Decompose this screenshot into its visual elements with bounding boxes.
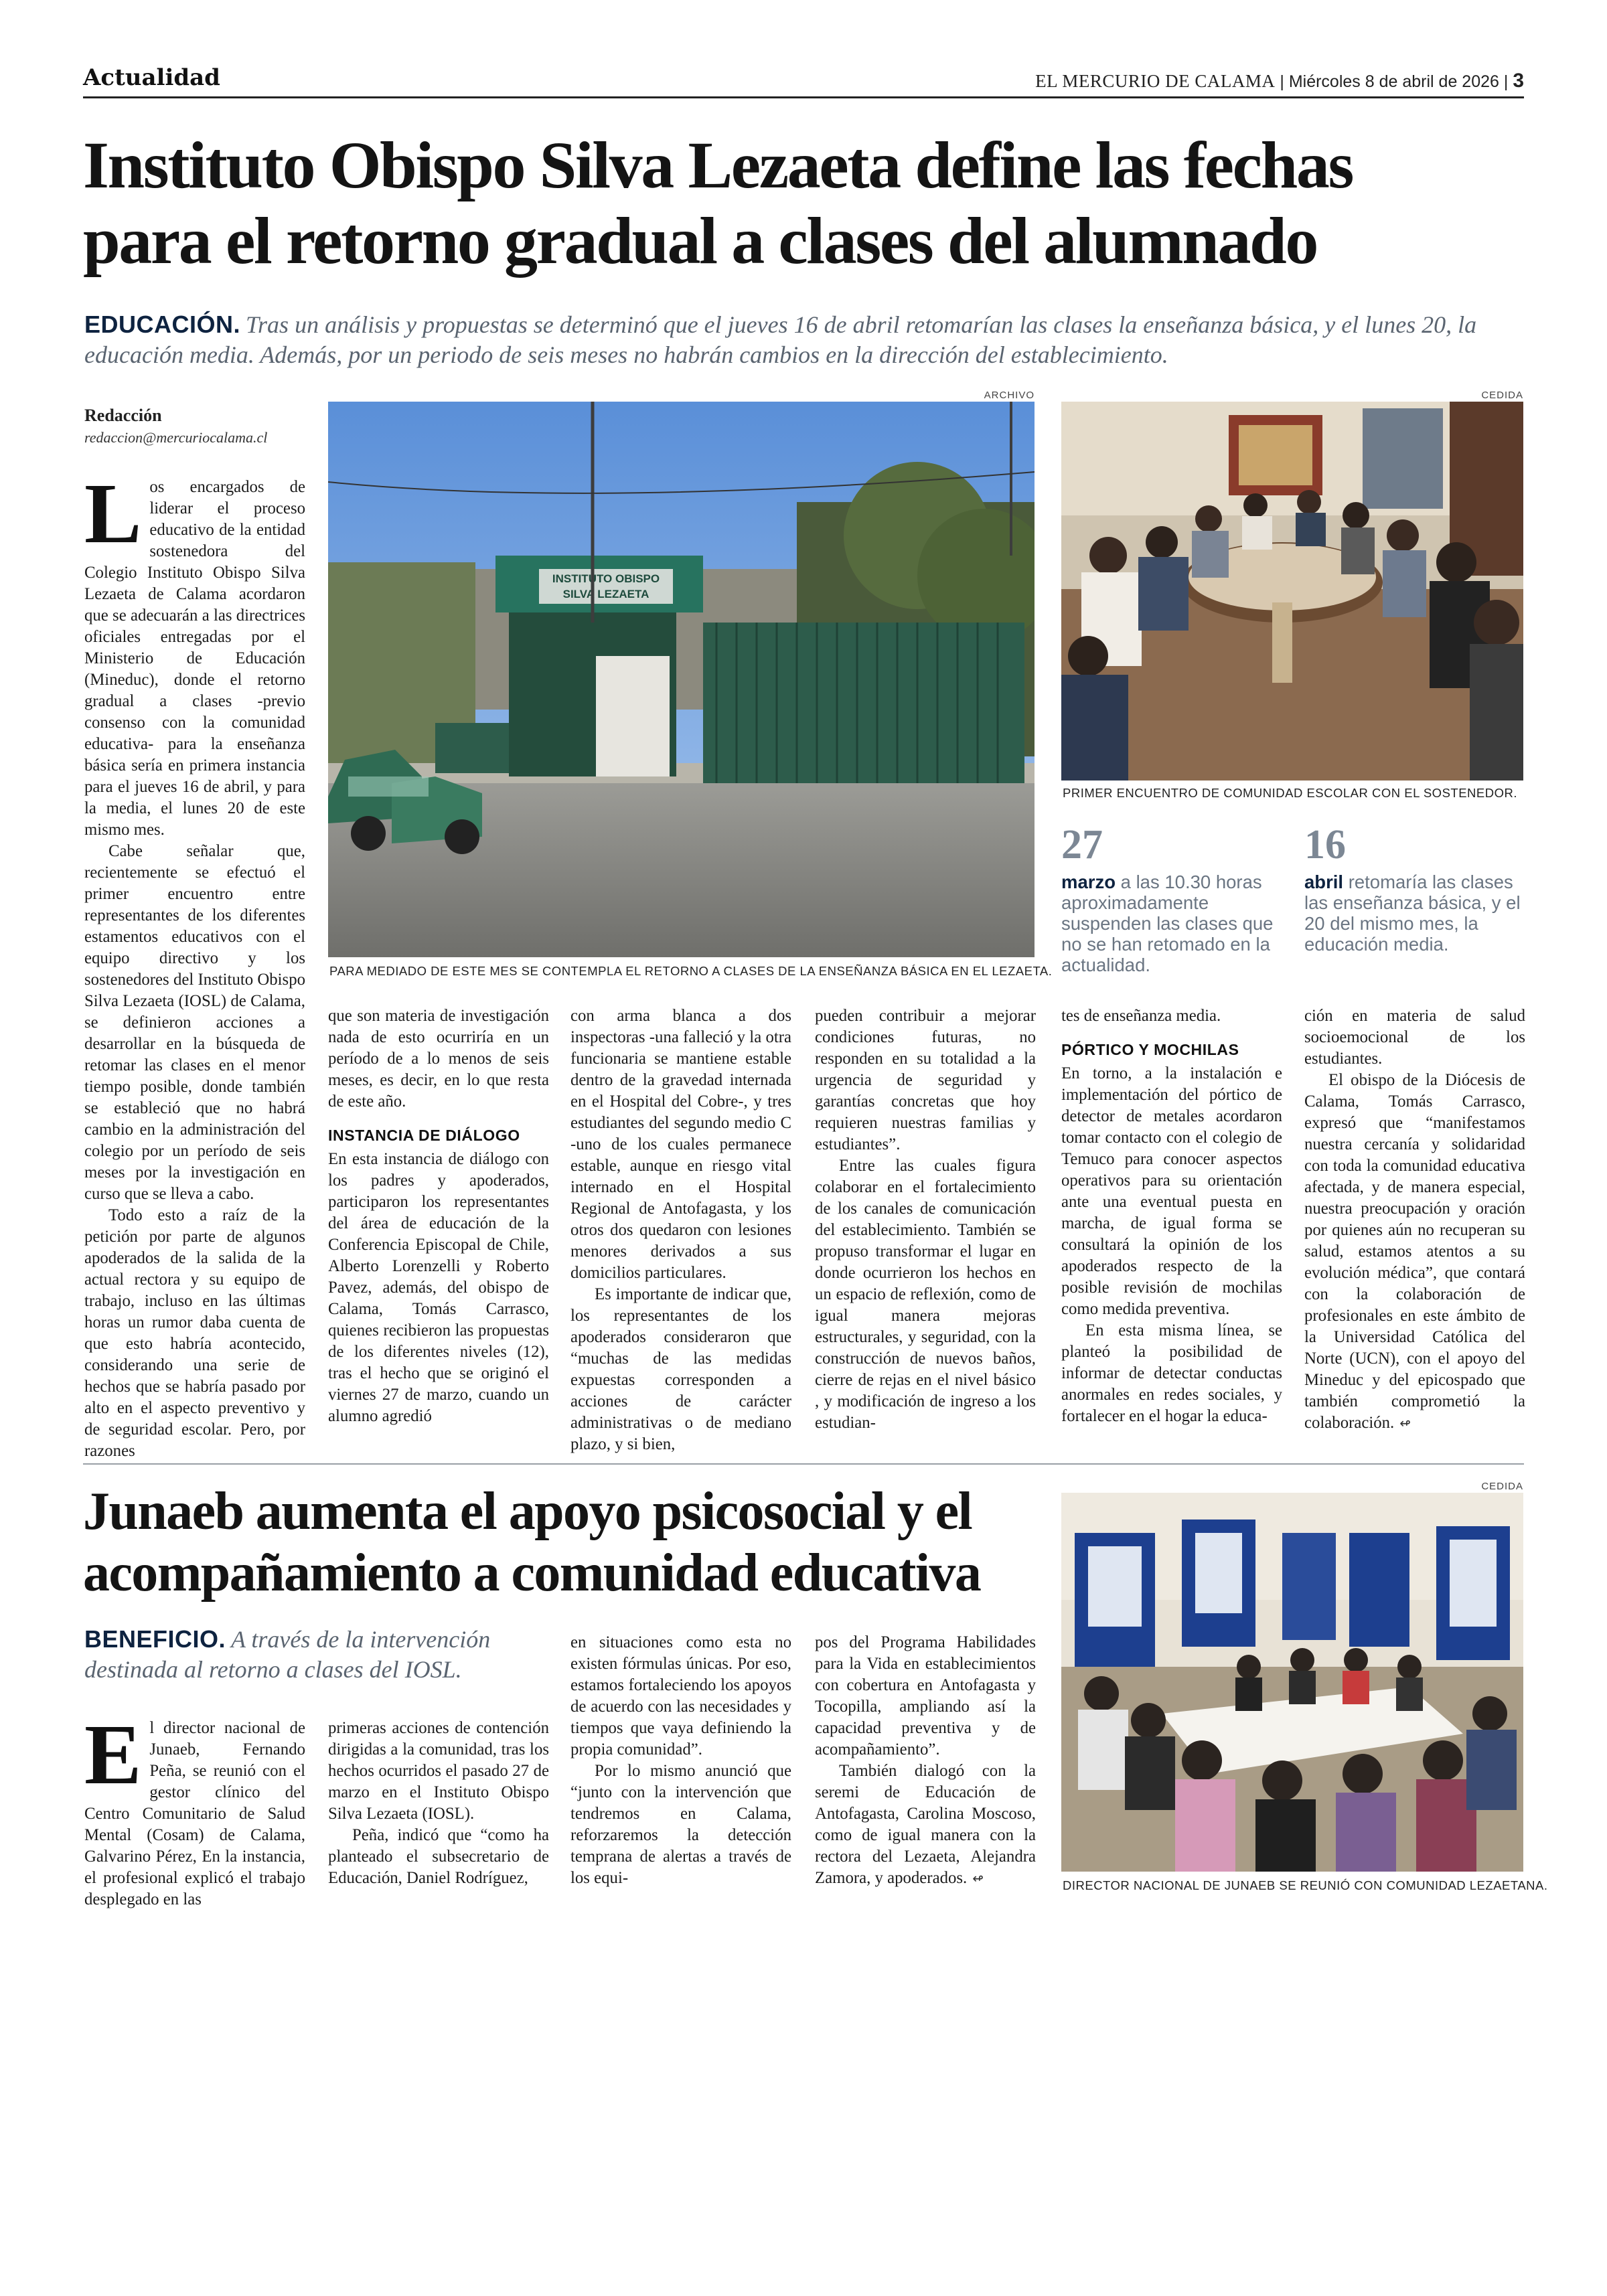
paragraph: Por lo mismo anunció que “junto con la intervención que tendremos en Calama, reforzaremos la detección temprana de alertas a través de los equi-	[570, 1762, 791, 1887]
stat2-text	[1304, 872, 1522, 955]
junaeb-meeting-photo	[1061, 1493, 1523, 1872]
paragraph: Cabe señalar que, recientemente se efectuó el primer encuentro entre representantes de los diferentes estamentos educativos con el equipo directivo y los sostenedores del Instituto Obispo Silva Lezaeta (IOSL) de Calama, se definieron acciones a desarrollar en la búsqueda de retomar las clases en el menor tiempo posible, donde también se estableció que no habrá cambio en la administración del colegio por un período de seis meses por la investigación en curso que se lleva a cabo.	[84, 842, 305, 1203]
article1-column-2	[328, 1005, 549, 1427]
article2-headline-line1: Junaeb aumenta el apoyo psicosocial y el	[83, 1482, 972, 1541]
paragraph: Es importante de indicar que, los representantes de los apoderados consideraron que “muchas de las medidas expuestas corresponden a acciones de carácter administrativas o de mediano plazo, y si bien,	[570, 1285, 791, 1453]
article2-headline	[83, 1481, 1047, 1604]
article2-headline-line2: acompañamiento a comunidad educativa	[83, 1544, 981, 1603]
article1-lead	[84, 309, 1524, 370]
article2-column-3	[570, 1632, 791, 1889]
article1-column-4	[815, 1005, 1036, 1434]
article2-column-1	[84, 1707, 305, 1910]
article1-headline-line2: para el retorno gradual a clases del alumnado	[83, 203, 1317, 278]
article2-dropcap: E	[84, 1707, 142, 1802]
paragraph: l director nacional de Junaeb, Fernando Peña, se reunió con el gestor clínico del Centro Comunitario de Salud Mental (Cosam) de Calama, Galvarino Pérez, En la instancia, el profesional explicó el trabajo desplegado en las	[84, 1719, 305, 1908]
article1-lead-text: Tras un análisis y propuestas se determinó que el jueves 16 de abril retomarían las clases la enseñanza básica, y el lunes 20, la educación media. Además, por un periodo de seis meses no habrán cambios en la dirección del establecimiento.	[84, 311, 1477, 368]
photo1-credit: ARCHIVO	[984, 390, 1035, 401]
subhead-portico: PÓRTICO Y MOCHILAS	[1061, 1041, 1239, 1058]
stat2-month: abril	[1304, 872, 1344, 892]
photo2-credit: CEDIDA	[1481, 390, 1523, 401]
article-divider	[83, 1463, 1524, 1465]
paragraph: Peña, indicó que “como ha planteado el subsecretario de Educación, Daniel Rodríguez,	[328, 1826, 549, 1887]
paragraph: os encargados de liderar el proceso educativo de la entidad sostenedora del Colegio Instituto Obispo Silva Lezaeta de Calama acordaron que se adecuarán a las directrices oficiales entregadas por el Ministerio de Educación (Mineduc), donde el retorno gradual a clases -previo consenso con la comunidad educativa- para la enseñanza básica sería en primera instancia para el jueves 16 de abril, y para la media, el lunes 20 de este mismo mes.	[84, 478, 305, 839]
photo1-caption: PARA MEDIADO DE ESTE MES SE CONTEMPLA EL RETORNO A CLASES DE LA ENSEÑANZA BÁSICA EN EL LEZAETA.	[329, 964, 1053, 978]
end-of-article-icon: ↫	[1399, 1415, 1411, 1431]
article2-lead	[84, 1624, 553, 1685]
paper-separator: |	[1503, 72, 1513, 91]
article1-column-6	[1304, 1005, 1525, 1434]
paragraph: En esta misma línea, se planteó la posibilidad de informar de detectar conductas anormales en redes sociales, y fortalecer en el hogar la educa-	[1061, 1321, 1282, 1425]
paragraph: pos del Programa Habilidades para la Vida en establecimientos con cobertura en Antofagasta y Tocopilla, ampliando así la capacidad preventiva y de acompañamiento”.	[815, 1633, 1036, 1758]
paragraph: ción en materia de salud socioemocional de los estudiantes.	[1304, 1007, 1525, 1068]
stat2-description: retomaría las clases las enseñanza básica, y el 20 del mismo mes, la educación media.	[1304, 872, 1521, 955]
facade-sign-line2: SILVA LEZAETA	[562, 588, 649, 600]
article1-column-5	[1061, 1005, 1282, 1427]
paper-date: Miércoles 8 de abril de 2026	[1288, 72, 1499, 91]
article2-kicker: BENEFICIO.	[84, 1625, 226, 1653]
stat1-text	[1061, 872, 1286, 975]
article2-lead-text: A través de la intervención destinada al retorno a clases del IOSL.	[84, 1626, 491, 1683]
article1-column-1	[84, 466, 305, 1462]
article1-column-3	[570, 1005, 791, 1455]
paragraph: en situaciones como esta no existen fórmulas únicas. Por eso, estamos fortaleciendo los apoyos de acuerdo con las necesidades y tiempos que vaya definiendo la propia comunidad”.	[570, 1633, 791, 1758]
photo3-caption: DIRECTOR NACIONAL DE JUNAEB SE REUNIÓ CON COMUNIDAD LEZAETANA.	[1063, 1878, 1548, 1892]
meeting-photo	[1061, 402, 1523, 781]
article2-column-2	[328, 1718, 549, 1889]
paragraph: tes de enseñanza media.	[1061, 1007, 1221, 1025]
paragraph: primeras acciones de contención dirigidas a la comunidad, tras los hechos ocurridos el pasado 27 de marzo en el Instituto Obispo Silva Lezaeta (IOSL).	[328, 1719, 549, 1823]
end-of-article-icon: ↫	[972, 1870, 984, 1886]
photo2-caption: PRIMER ENCUENTRO DE COMUNIDAD ESCOLAR CON EL SOSTENEDOR.	[1063, 786, 1518, 800]
paper-separator: |	[1280, 72, 1289, 91]
stat1-number: 27	[1061, 822, 1103, 868]
facade-sign-line1: INSTITUTO OBISPO	[552, 572, 660, 585]
paragraph: que son materia de investigación nada de esto ocurriría en un período de a lo menos de seis meses, es decir, en lo que resta de este año.	[328, 1007, 549, 1111]
stat2-number: 16	[1304, 822, 1346, 868]
stat1-month: marzo	[1061, 872, 1116, 892]
stat1-description: a las 10.30 horas aproximadamente suspenden las clases que no se han retomado en la actualidad.	[1061, 872, 1274, 975]
school-facade-photo	[328, 402, 1035, 957]
paper-name: EL MERCURIO DE CALAMA	[1035, 71, 1276, 91]
byline-email[interactable]: redaccion@mercuriocalama.cl	[84, 429, 268, 446]
article1-headline-line1: Instituto Obispo Silva Lezaeta define las fechas	[83, 128, 1353, 202]
article1-headline	[83, 127, 1529, 278]
article1-dropcap: L	[84, 466, 142, 561]
paragraph: con arma blanca a dos inspectoras -una falleció y la otra funcionaria se mantiene estable dentro de la gravedad internada en el Hospital del Cobre-, y tres estudiantes del segundo medio C -uno de los cuales permanece estable, aunque en riesgo vital internado en el Hospital Regional de Antofagasta, y los otros dos quedaron con lesiones menores derivados a sus domicilios particulares.	[570, 1007, 791, 1282]
article1-kicker: EDUCACIÓN.	[84, 311, 241, 338]
photo3-credit: CEDIDA	[1481, 1481, 1523, 1492]
paragraph: El obispo de la Diócesis de Calama, Tomás Carrasco, expresó que “manifestamos nuestra cercanía y solidaridad con toda la comunidad educativa afectada, y de manera especial, nuestra preocupación y oración por quienes aún no recuperan su salud, estamos atentos a su evolución médica”, que contará con la colaboración de profesionales en este ámbito de la Universidad Católica del Norte (UCN), con el apoyo del Mineduc y del epicospado que también comprometió la colaboración.	[1304, 1071, 1525, 1432]
paragraph: También dialogó con la seremi de Educación de Antofagasta, Carolina Moscoso, como de igual manera con la rectora del Lezaeta, Alejandra Zamora, y apoderados.	[815, 1762, 1036, 1887]
paragraph: En esta instancia de diálogo con los padres y apoderados, participaron los representantes del área de educación de la Conferencia Episcopal de Chile, Alberto Lorenzelli y Roberto Pavez, además, del obispo de Calama, Tomás Carrasco, quienes recibieron las propuestas de los diferentes niveles (12), tras el hecho que se originó el viernes 27 de marzo, cuando un alumno agredió	[328, 1150, 549, 1425]
paragraph: Todo esto a raíz de la petición por parte de algunos apoderados de la salida de la actual rectora y su equipo de trabajo, incluso en las últimas horas un rumor daba cuenta de que esto habría acontecido, considerando una serie de hechos que se habría pasado por alto en el aspecto preventivo y de seguridad escolar. Pero, por razones	[84, 1206, 305, 1460]
page-number: 3	[1513, 70, 1524, 92]
article2-column-4	[815, 1632, 1036, 1889]
header-rule	[83, 96, 1524, 98]
section-label: Actualidad	[83, 64, 220, 91]
paragraph: pueden contribuir a mejorar condiciones futuras, no responden en su totalidad a la urgencia de seguridad y garantías concretas que hoy requieren nuestras familias y estudiantes”.	[815, 1007, 1036, 1153]
paragraph: En torno, a la instalación e implementación del pórtico de detector de metales acordaron tomar contacto con el colegio de Temuco para conocer aspectos operativos para su orientación ante una eventual puesta en marcha, de igual forma se consultará la opinión de los apoderados respecto de la posible revisión de mochilas como medida preventiva.	[1061, 1064, 1282, 1318]
paper-info	[1035, 70, 1524, 92]
paragraph: Entre las cuales figura colaborar en el fortalecimiento de los canales de comunicación del establecimiento. También se propuso transformar el lugar en donde ocurrieron los hechos en un espacio de reflexión, como de igual manera mejoras estructurales, y seguridad, con la construcción de nuevos baños, cierre de rejas en el nivel básico , y modificación de ingreso a los estudian-	[815, 1157, 1036, 1432]
subhead-instancia: INSTANCIA DE DIÁLOGO	[328, 1127, 520, 1144]
byline-name: Redacción	[84, 406, 162, 425]
